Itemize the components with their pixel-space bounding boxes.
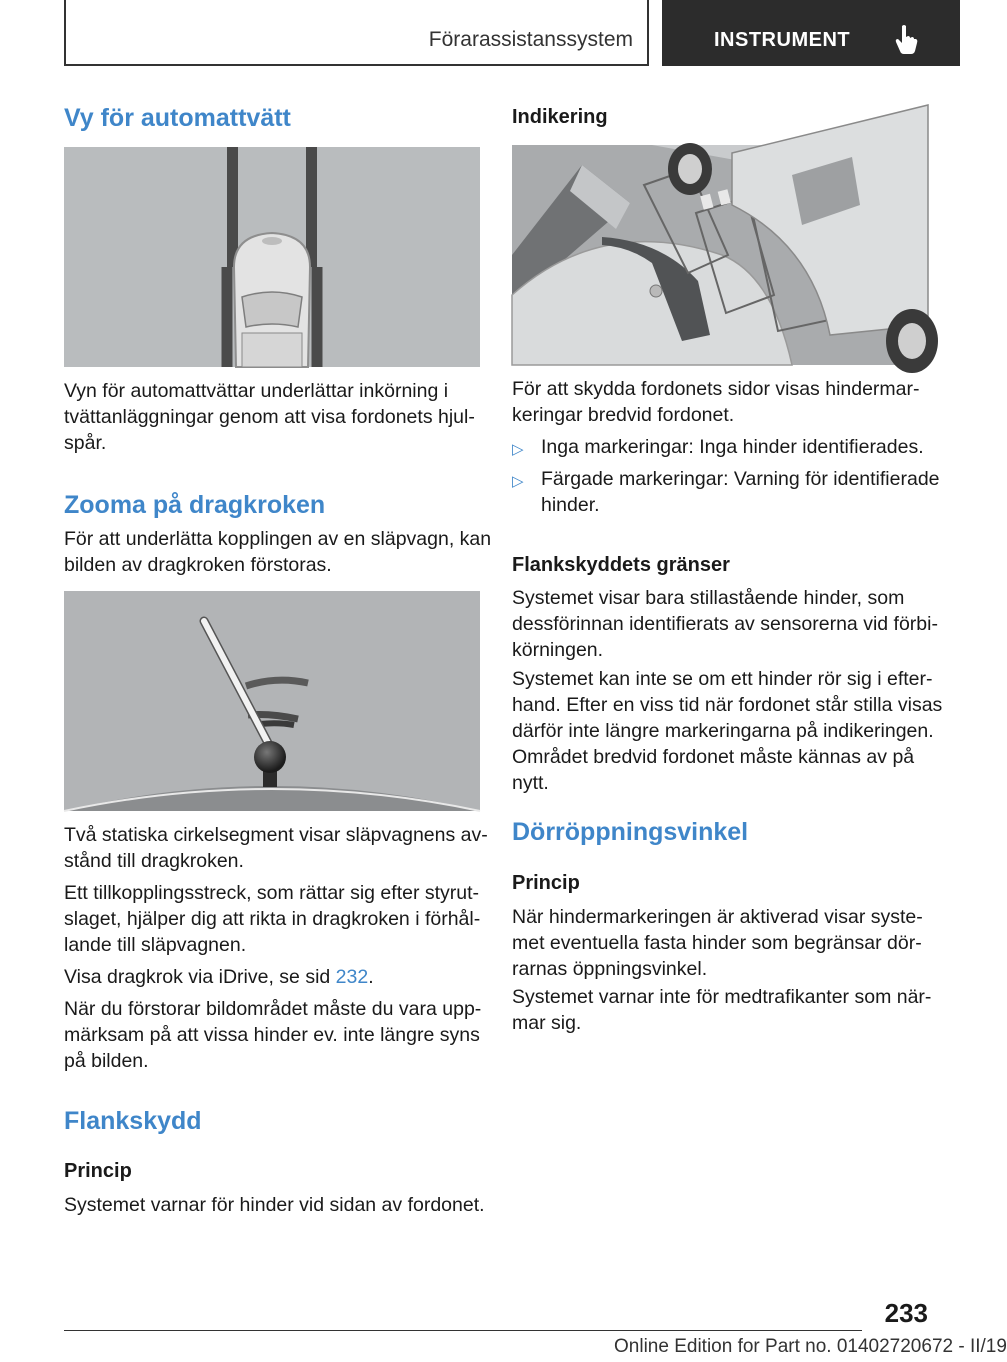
- footer-divider: [64, 1330, 862, 1331]
- bullet-no-markings: ▷ Inga markeringar: Inga hinder identifierades.: [512, 434, 930, 460]
- para-hitch-line: Ett tillkopplingsstreck, som rättar sig efter styrut- slaget, hjälper dig att rikta in dragkroken i förhål- lande till släpvagnen.: [64, 882, 481, 956]
- bullet-colored-markings: ▷ Färgade markeringar: Varning för identifierade hinder.: [512, 468, 940, 516]
- heading-flank-protection: Flankskydd: [64, 1107, 202, 1135]
- para-zoom-hitch: För att underlätta kopplingen av en släpvagn, kan bilden av dragkroken förstoras.: [64, 528, 492, 576]
- heading-principle-door: Princip: [512, 872, 580, 894]
- triangle-bullet-icon: ▷: [512, 473, 524, 490]
- page-link-232[interactable]: 232: [335, 966, 369, 988]
- para-auto-wash: Vyn för automattvättar underlättar inkörning i tvättanläggningar genom att visa fordonets hjul- spår.: [64, 380, 475, 454]
- header-section-box: [662, 0, 960, 66]
- para-limits-1: Systemet visar bara stillastående hinder, som dessförinnan identifierats av sensorerna vid förbi- körningen.: [512, 587, 938, 661]
- heading-auto-wash: Vy för automattvätt: [64, 104, 291, 132]
- para-flank: Systemet varnar för hinder vid sidan av fordonet.: [64, 1194, 485, 1216]
- para-limits-2: Systemet kan inte se om ett hinder rör sig i efter- hand. Efter en viss tid när fordonet står stilla visas därför inte längre markeringarna på indikeringen. Området bredvid fordonet måste kännas av på nytt.: [512, 668, 943, 794]
- para-show-hitch: Visa dragkrok via iDrive, se sid 232.: [64, 966, 374, 988]
- hand-pointer-icon: [894, 24, 918, 54]
- heading-door-angle: Dörröppningsvinkel: [512, 818, 749, 846]
- figure-hitch-zoom: [64, 591, 480, 811]
- heading-zoom-hitch: Zooma på dragkroken: [64, 491, 326, 519]
- page-number: 233: [884, 1298, 928, 1328]
- triangle-bullet-icon: ▷: [512, 441, 524, 458]
- header-chapter-box: [64, 0, 649, 66]
- para-segments: Två statiska cirkelsegment visar släpvagnens av- stånd till dragkroken.: [64, 824, 488, 872]
- para-door-2: Systemet varnar inte för medtrafikanter som när- mar sig.: [512, 986, 932, 1034]
- heading-principle-flank: Princip: [64, 1160, 132, 1182]
- para-indication: För att skydda fordonets sidor visas hindermar- keringar bredvid fordonet.: [512, 378, 920, 426]
- para-enlarge: När du förstorar bildområdet måste du vara upp- märksam på att vissa hinder ev. inte längre syns på bilden.: [64, 998, 482, 1072]
- footer-edition: Online Edition for Part no. 01402720672 - II/19: [614, 1336, 1007, 1357]
- header-section: INSTRUMENT: [714, 29, 851, 51]
- figure-auto-wash-view: [64, 147, 480, 367]
- para-door-1: När hindermarkeringen är aktiverad visar syste- met eventuella fasta hinder som begränsar dör- rarnas öppningsvinkel.: [512, 906, 923, 980]
- heading-indication: Indikering: [512, 106, 608, 128]
- figure-flank-indication: [512, 145, 928, 365]
- heading-flank-limits: Flankskyddets gränser: [512, 554, 730, 576]
- header-chapter: Förarassistanssystem: [428, 28, 633, 51]
